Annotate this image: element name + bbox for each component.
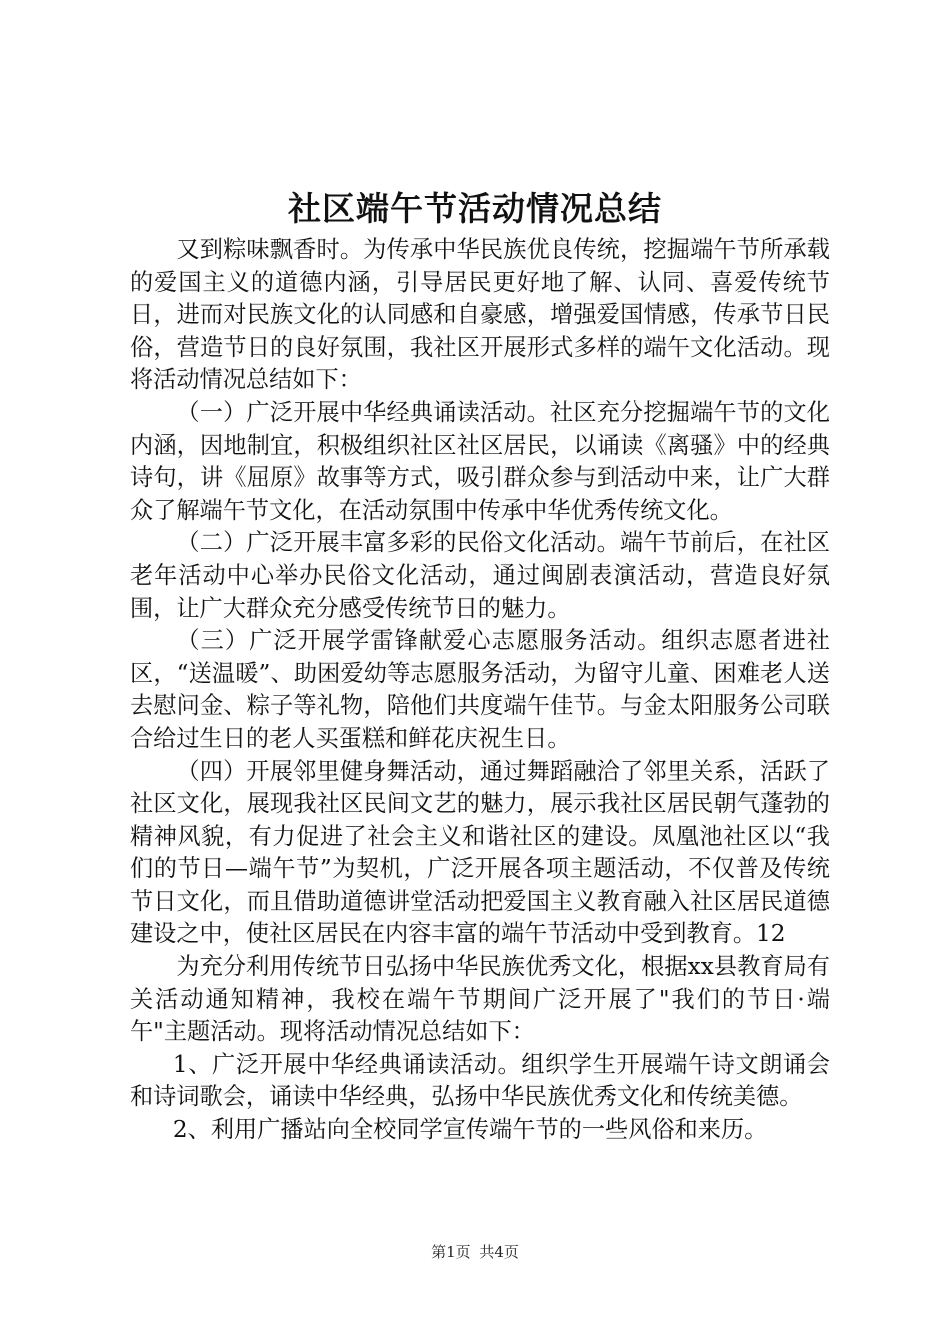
paragraph-item-3: （三）广泛开展学雷锋献爱心志愿服务活动。组织志愿者进社区，“送温暖”、助困爱幼等志愿服务活动，为留守儿童、困难老人送去慰问金、粽子等礼物，陪他们共度端午佳节。与金太阳服务公司联合给过生日的老人买蛋糕和鲜花庆祝生日。 xyxy=(130,627,830,752)
paragraph-item-1: （一）广泛开展中华经典诵读活动。社区充分挖掘端午节的文化内涵，因地制宜，积极组织社区社区居民，以诵读《离骚》中的经典诗句，讲《屈原》故事等方式，吸引群众参与到活动中来，让广大群众了解端午节文化，在活动氛围中传承中华优秀传统文化。 xyxy=(130,398,830,524)
paragraph-item-4: （四）开展邻里健身舞活动，通过舞蹈融洽了邻里关系，活跃了社区文化，展现我社区民间文艺的魅力，展示我社区居民朝气蓬勃的精神风貌，有力促进了社会主义和谐社区的建设。凤凰池社区以“我们的节日—端午节”为契机，广泛开展各项主题活动，不仅普及传统节日文化，而且借助道德讲堂活动把爱国主义教育融入社区居民道德建设之中，使社区居民在内容丰富的端午节活动中受到教育。12 xyxy=(130,757,830,948)
document-title: 社区端午节活动情况总结 xyxy=(288,189,662,228)
paragraph-school-intro: 为充分利用传统节日弘扬中华民族优秀文化，根据xx县教育局有关活动通知精神，我校在端午节期间广泛开展了"我们的节日·端午"主题活动。现将活动情况总结如下： xyxy=(130,953,830,1046)
paragraph-school-item-1: 1、广泛开展中华经典诵读活动。组织学生开展端午诗文朗诵会和诗词歌会，诵读中华经典，弘扬中华民族优秀文化和传统美德。 xyxy=(130,1050,830,1111)
page-number: 第1页 xyxy=(431,1243,471,1261)
paragraph-item-2: （二）广泛开展丰富多彩的民俗文化活动。端午节前后，在社区老年活动中心举办民俗文化活动，通过闽剧表演活动，营造良好氛围，让广大群众充分感受传统节日的魅力。 xyxy=(130,529,830,622)
page-footer xyxy=(0,1242,950,1262)
document-body xyxy=(130,234,830,1147)
paragraph-school-item-2: 2、利用广播站向全校同学宣传端午节的一些风俗和来历。 xyxy=(172,1116,768,1144)
paragraph-intro: 又到粽味飘香时。为传承中华民族优良传统，挖掘端午节所承载的爱国主义的道德内涵，引导居民更好地了解、认同、喜爱传统节日，进而对民族文化的认同感和自豪感，增强爱国情感，传承节日民俗，营造节日的良好氛围，我社区开展形式多样的端午文化活动。现将活动情况总结如下： xyxy=(130,236,830,394)
page-total: 共4页 xyxy=(479,1243,519,1261)
